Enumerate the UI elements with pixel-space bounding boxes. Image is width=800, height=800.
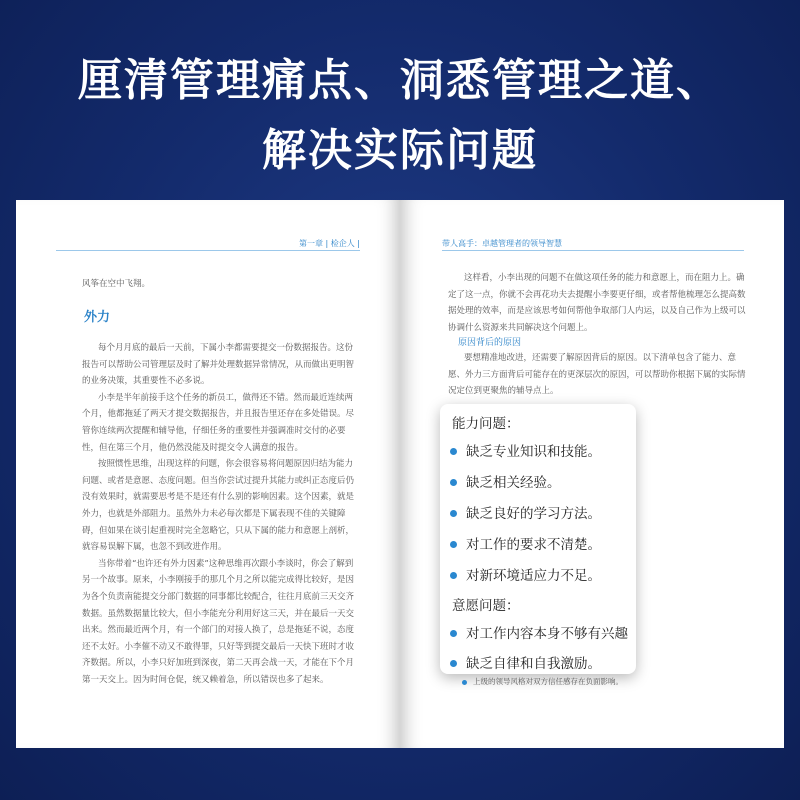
left-paragraph: 当你带着“也许还有外力因素”这种思维再次跟小李谈时，你会了解到另一个故事。原来，小李刚接手的那几个月之所以能完成得比较好，是因为各个负责南能提交分部门数据的同事都比较配合，往往月底前三天交齐数据。虽然数据量比较大，但小李能充分利用好这三天，并在最后一天交出来。然而最近两个月，有一个部门的对接人换了，总是拖延不说，态度还不太好。小李催不动又不敢得罪，只好等到提交最后一天快下班时才收齐数据。所以，小李只好加班到深夜，第二天再会战一天，才能在下个月第一天交上。因为时间仓促，统又赖着急，所以错误也多了起来。 xyxy=(82,558,355,685)
right-running-head: 带人高手：卓越管理者的领导智慧 xyxy=(442,239,562,248)
sub-title: 原因背后的原因 xyxy=(458,338,522,348)
bullet-dot-icon xyxy=(450,541,457,548)
will-heading: 意愿问题： xyxy=(452,598,520,614)
left-paragraph: 小李是半年前接手这个任务的新员工，做得还不错。然而最近连续两个月，他都拖延了两天才提交数据报告，并且报告里还存在多处错误。尽管你连续两次提醒和辅导他，仔细任务的重要性并强调准时交付的必要性，但在第三个月，他仍然没能及时提交令人满意的报告。 xyxy=(82,392,355,453)
bullet-dot-icon xyxy=(450,630,457,637)
left-first-line-text: 风筝在空中飞翔。 xyxy=(82,279,151,289)
bullet-dot-icon xyxy=(450,660,457,667)
right-body-bottom xyxy=(448,350,746,400)
right-body-top xyxy=(448,270,746,336)
will-item: 对工作内容本身不够有兴趣 xyxy=(450,622,628,642)
ability-item: 对工作的要求不清楚。 xyxy=(450,533,601,553)
reasons-callout-card xyxy=(440,404,636,674)
below-note: 上级的领导风格对双方信任感存在负面影响。 xyxy=(462,676,623,687)
right-paragraph: 这样看，小李出现的问题不在做这项任务的能力和意愿上，而在阻力上。确定了这一点，你就不会再花功夫去提醒小李要更仔细，或者帮他梳理怎么提高数据处理的效率，而是应该思考如何帮他争取部门人内运，以及自己作为上级可以协调什么资源来共同解决这个问题上。 xyxy=(448,273,746,333)
left-running-head: 第一章 | 检企人 | xyxy=(298,239,360,248)
will-item: 缺乏自律和自我激励。 xyxy=(450,652,601,672)
ability-heading: 能力问题： xyxy=(452,416,520,432)
bullet-dot-icon xyxy=(450,510,457,517)
ability-item: 缺乏相关经验。 xyxy=(450,471,561,491)
left-first-line xyxy=(82,276,358,293)
bullet-dot-icon xyxy=(450,479,457,486)
left-paragraph: 按照惯性思维，出现这样的问题，你会很容易将问题原因归结为能力问题、或者是意愿、态度问题。但当你尝试过提升其能力或纠正态度后仍没有效果时，就需要思考是不是还有什么别的影响因素。这个因素，就是外力，也就是外部阻力。虽然外力未必每次都是下属表现不佳的关键障碍，但如果在谈引起重视时完全忽略它，只从下属的能力和意愿上剖析，就容易误解下属，也忽不到改进作用。 xyxy=(82,459,355,553)
headline-line-1: 厘清管理痛点、洞悉管理之道、 xyxy=(78,55,722,106)
left-paragraph: 每个月月底的最后一天前，下属小李都需要提交一份数据报告。这份报告可以帮助公司管理层及时了解并处理数据异常情况，从而做出更明智的业务决策，其重要性不必多说。 xyxy=(82,343,355,387)
section-title: 外力 xyxy=(84,310,111,325)
ability-item: 缺乏专业知识和技能。 xyxy=(450,440,601,460)
left-page xyxy=(16,200,400,748)
left-header-rule xyxy=(56,250,360,251)
bullet-dot-icon xyxy=(462,680,467,685)
headline-line-2: 解决实际问题 xyxy=(262,125,538,176)
ability-item: 对新环境适应力不足。 xyxy=(450,564,601,584)
ability-item: 缺乏良好的学习方法。 xyxy=(450,502,601,522)
left-body xyxy=(82,340,358,688)
bullet-dot-icon xyxy=(450,448,457,455)
open-book xyxy=(16,200,784,748)
bullet-dot-icon xyxy=(450,572,457,579)
right-header-rule xyxy=(442,250,744,251)
right-paragraph: 要想精准地改进，还需要了解原因背后的原因。以下清单包含了能力、意愿、外力三方面背后可能存在的更深层次的原因，可以帮助你根据下属的实际情况定位到更聚焦的辅导点上。 xyxy=(448,353,746,397)
